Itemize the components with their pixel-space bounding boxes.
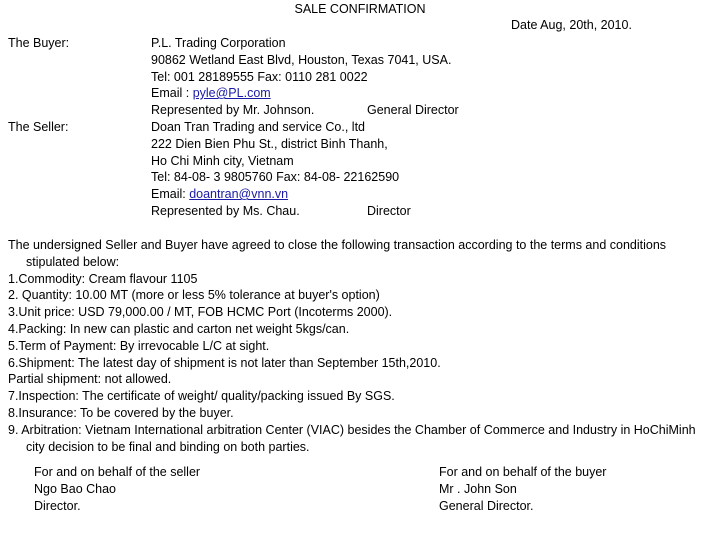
buyer-tel-fax: Tel: 001 28189555 Fax: 0110 281 0022 (151, 70, 368, 84)
document-date: Date Aug, 20th, 2010. (511, 18, 632, 32)
intro-paragraph: The undersigned Seller and Buyer have agreed to close the following transaction according to the terms and conditions stipulated below: (8, 238, 667, 269)
seller-email-label: Email: (151, 187, 190, 201)
seller-address-line1: 222 Dien Bien Phu St., district Binh Thanh, (151, 137, 388, 151)
seller-address-line2: Ho Chi Minh city, Vietnam (151, 154, 294, 168)
buyer-representative: Represented by Mr. Johnson. (151, 103, 315, 117)
seller-signature-block (34, 464, 200, 515)
terms-section (8, 237, 714, 455)
buyer-signatory-title: General Director. (439, 499, 534, 513)
clause-packing: 4.Packing: In new can plastic and carton net weight 5kgs/can. (8, 321, 350, 336)
buyer-email-line (151, 85, 271, 101)
clause-shipment: 6.Shipment: The latest day of shipment is not later than September 15th,2010. (8, 355, 441, 370)
clause-commodity: 1.Commodity: Cream flavour 1105 (8, 271, 198, 286)
seller-signatory-name: Ngo Bao Chao (34, 482, 117, 496)
seller-signature-caption: For and on behalf of the seller (34, 465, 201, 479)
buyer-position: General Director (367, 103, 459, 117)
seller-position: Director (367, 204, 411, 218)
seller-signatory-title: Director. (34, 499, 81, 513)
seller-tel-fax: Tel: 84-08- 3 9805760 Fax: 84-08- 22162590 (151, 170, 400, 184)
seller-label: The Seller: (8, 120, 69, 134)
clause-unit-price: 3.Unit price: USD 79,000.00 / MT, FOB HCMC Port (Incoterms 2000). (8, 305, 393, 320)
buyer-email-link[interactable]: pyle@PL.com (192, 86, 271, 100)
buyer-email-label: Email : (151, 86, 193, 100)
clause-quantity: 2. Quantity: 10.00 MT (more or less 5% tolerance at buyer's option) (8, 288, 380, 303)
buyer-address: 90862 Wetland East Blvd, Houston, Texas 7041, USA. (151, 53, 452, 67)
buyer-signature-caption: For and on behalf of the buyer (439, 465, 607, 479)
clause-inspection: 7.Inspection: The certificate of weight/ quality/packing issued By SGS. (8, 389, 395, 404)
clause-payment: 5.Term of Payment: By irrevocable L/C at sight. (8, 338, 270, 353)
seller-name: Doan Tran Trading and service Co., ltd (151, 120, 366, 134)
clause-arbitration: 9. Arbitration: Vietnam International arbitration Center (VIAC) besides the Chamber of Commerce and Industry in HoChiMinh city decision to be final and binding on both parties. (8, 422, 696, 454)
seller-representative: Represented by Ms. Chau. (151, 204, 300, 218)
clause-partial-shipment: Partial shipment: not allowed. (8, 372, 172, 387)
buyer-name: P.L. Trading Corporation (151, 36, 286, 50)
seller-email-line (151, 186, 288, 202)
clause-insurance: 8.Insurance: To be covered by the buyer. (8, 405, 234, 420)
seller-email-link[interactable]: doantran@vnn.vn (189, 187, 289, 201)
buyer-signatory-name: Mr . John Son (439, 482, 517, 496)
buyer-label: The Buyer: (8, 36, 70, 50)
document-title: SALE CONFIRMATION (294, 2, 426, 16)
buyer-signature-block (439, 464, 606, 515)
